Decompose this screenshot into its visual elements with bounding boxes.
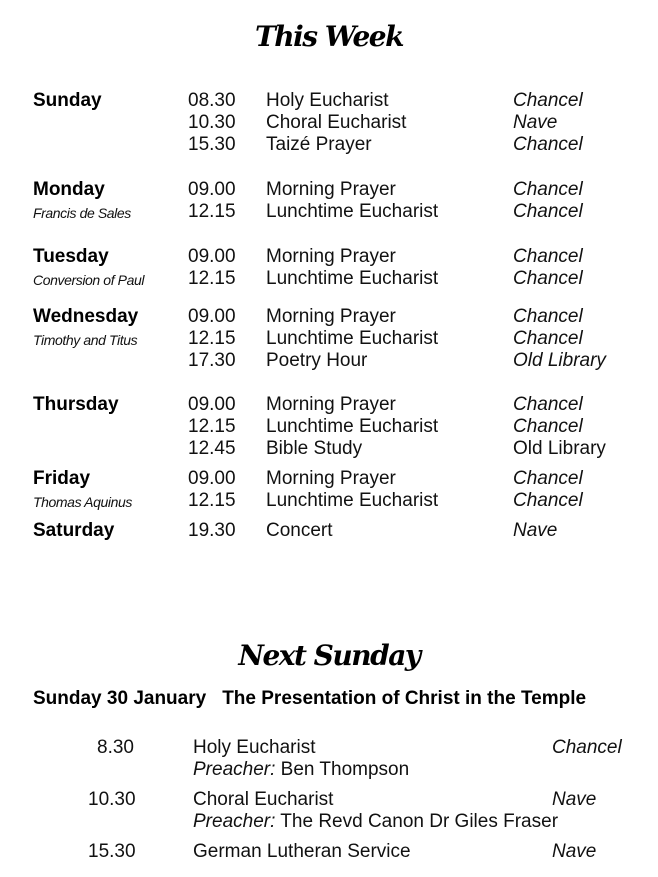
service-location: Nave (513, 520, 558, 541)
preacher-label: Preacher: (193, 811, 276, 832)
service-name: Choral Eucharist (266, 112, 407, 133)
preacher-name: Ben Thompson (275, 759, 410, 780)
service-name: Lunchtime Eucharist (266, 416, 439, 437)
service-location: Chancel (513, 394, 583, 415)
service-location: Chancel (513, 490, 583, 511)
feast-day-label: Francis de Sales (33, 205, 131, 221)
next-service-time: 8.30 (97, 737, 134, 758)
service-location: Old Library (513, 438, 606, 459)
service-location: Old Library (513, 350, 606, 371)
service-time: 12.45 (188, 438, 236, 459)
service-name: Lunchtime Eucharist (266, 328, 439, 349)
service-time: 10.30 (188, 112, 236, 133)
day-name-thursday: Thursday (33, 394, 119, 415)
service-time: 09.00 (188, 179, 236, 200)
service-location: Chancel (513, 179, 583, 200)
service-location: Chancel (513, 468, 583, 489)
preacher-name: The Revd Canon Dr Giles Fraser (275, 811, 559, 832)
service-location: Chancel (513, 306, 583, 327)
preacher-label: Preacher: (193, 759, 276, 780)
day-name-monday: Monday (33, 179, 105, 200)
next-service-name: Holy Eucharist (193, 737, 316, 758)
next-service-time: 15.30 (88, 841, 136, 862)
service-location: Chancel (513, 416, 583, 437)
next-sunday-occasion: The Presentation of Christ in the Temple (222, 688, 587, 709)
next-service-location: Chancel (552, 737, 622, 758)
service-location: Nave (513, 112, 558, 133)
feast-day-label: Thomas Aquinus (33, 494, 132, 510)
day-name-tuesday: Tuesday (33, 246, 109, 267)
service-name: Holy Eucharist (266, 90, 389, 111)
service-name: Morning Prayer (266, 179, 396, 200)
service-time: 17.30 (188, 350, 236, 371)
service-name: Bible Study (266, 438, 363, 459)
service-time: 12.15 (188, 490, 236, 511)
service-name: Morning Prayer (266, 246, 396, 267)
next-service-location: Nave (552, 841, 597, 862)
next-sunday-date: Sunday 30 January (33, 688, 207, 709)
service-time: 15.30 (188, 134, 236, 155)
day-name-saturday: Saturday (33, 520, 115, 541)
service-time: 09.00 (188, 394, 236, 415)
preacher-line (193, 759, 409, 781)
service-location: Chancel (513, 90, 583, 111)
next-service-name: German Lutheran Service (193, 841, 411, 862)
next-service-location: Nave (552, 789, 597, 810)
feast-day-label: Conversion of Paul (33, 272, 145, 288)
service-name: Lunchtime Eucharist (266, 490, 439, 511)
service-name: Lunchtime Eucharist (266, 201, 439, 222)
service-time: 12.15 (188, 416, 236, 437)
preacher-line (193, 811, 558, 833)
service-time: 12.15 (188, 268, 236, 289)
service-time: 09.00 (188, 468, 236, 489)
next-sunday-heading: Next Sunday (238, 639, 420, 672)
service-time: 12.15 (188, 328, 236, 349)
day-name-wednesday: Wednesday (33, 306, 139, 327)
next-service-time: 10.30 (88, 789, 136, 810)
service-time: 09.00 (188, 306, 236, 327)
service-location: Chancel (513, 268, 583, 289)
service-location: Chancel (513, 201, 583, 222)
service-name: Poetry Hour (266, 350, 368, 371)
day-name-sunday: Sunday (33, 90, 102, 111)
service-location: Chancel (513, 328, 583, 349)
next-sunday-title-line (33, 688, 586, 710)
service-time: 12.15 (188, 201, 236, 222)
service-name: Morning Prayer (266, 306, 396, 327)
service-name: Lunchtime Eucharist (266, 268, 439, 289)
feast-day-label: Timothy and Titus (33, 332, 138, 348)
this-week-heading: This Week (254, 20, 404, 53)
next-service-name: Choral Eucharist (193, 789, 334, 810)
service-time: 19.30 (188, 520, 236, 541)
service-name: Taizé Prayer (266, 134, 372, 155)
service-time: 09.00 (188, 246, 236, 267)
service-name: Morning Prayer (266, 394, 396, 415)
service-location: Chancel (513, 134, 583, 155)
service-time: 08.30 (188, 90, 236, 111)
service-location: Chancel (513, 246, 583, 267)
day-name-friday: Friday (33, 468, 91, 489)
service-name: Concert (266, 520, 333, 541)
service-name: Morning Prayer (266, 468, 396, 489)
